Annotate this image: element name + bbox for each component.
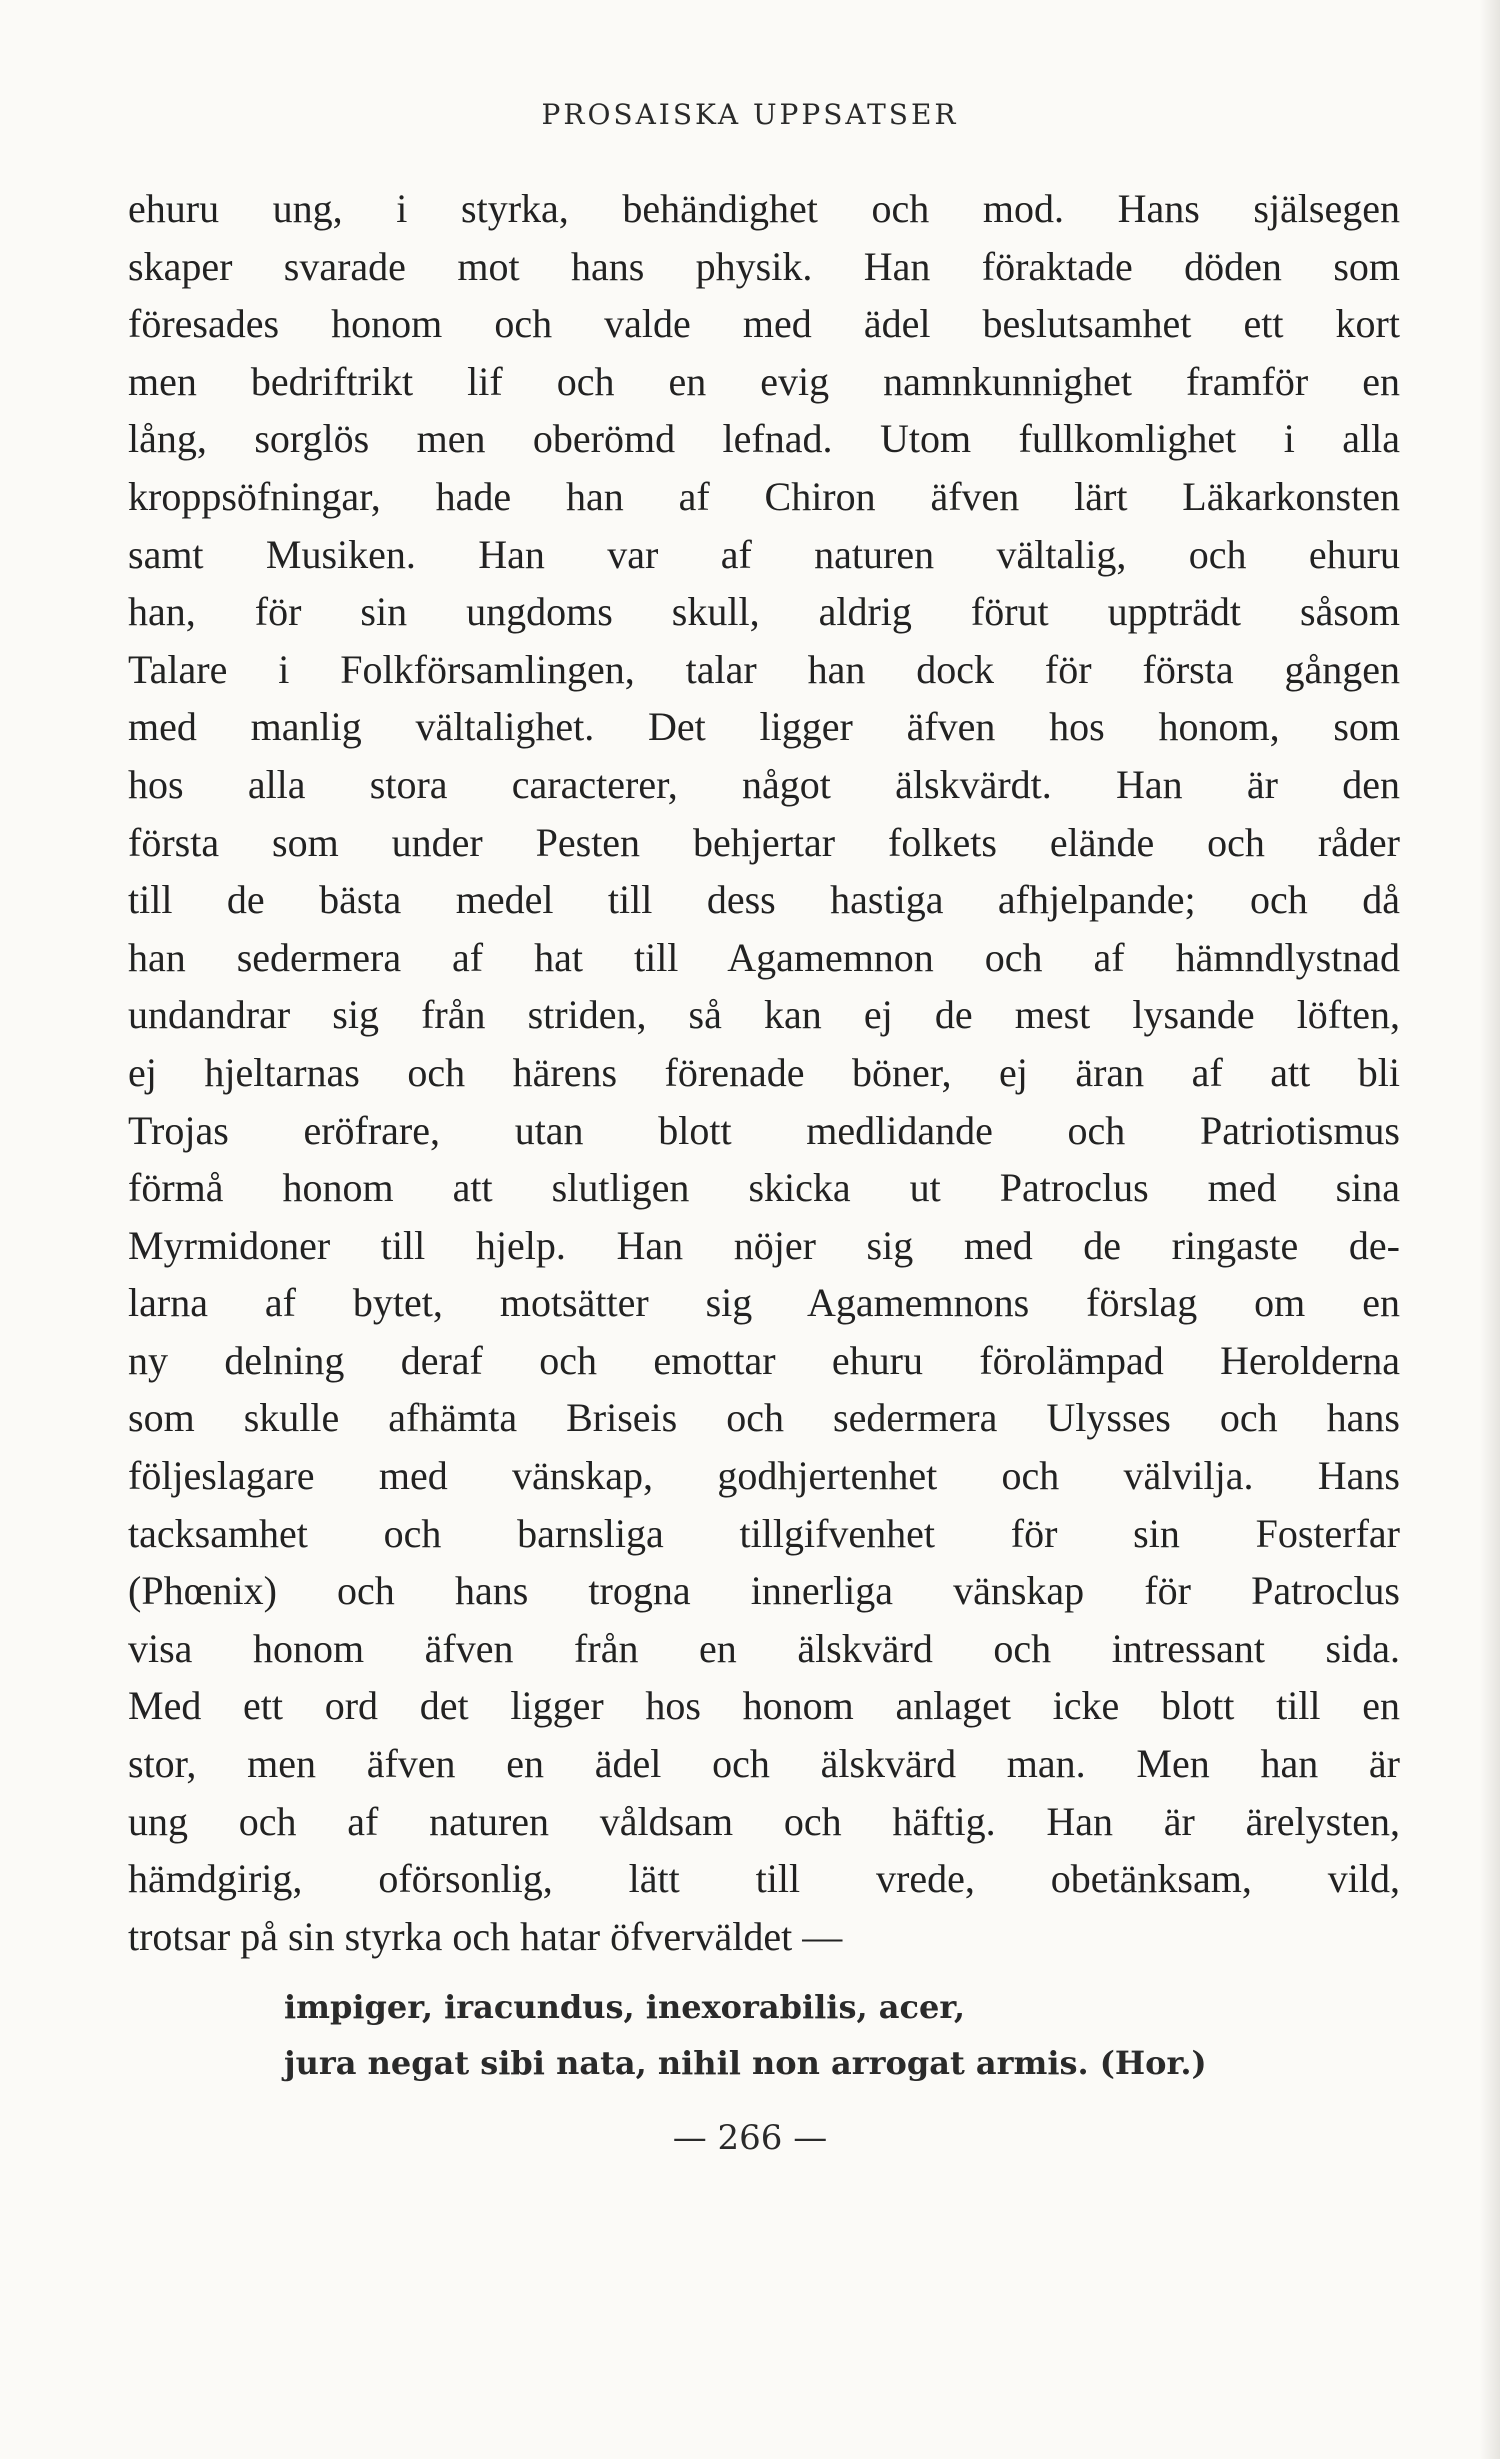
text-line: första som under Pesten behjertar folkets elände och råder (128, 819, 1400, 865)
page-number: — 266 — (672, 2118, 828, 2158)
text-line: Myrmidoner till hjelp. Han nöjer sig med de ringaste de- (128, 1222, 1400, 1268)
text-line: stor, men äfven en ädel och älskvärd man. Men han är (128, 1741, 1400, 1787)
text-line: lång, sorglös men oberömd lefnad. Utom fullkomlighet i alla (128, 416, 1400, 462)
text-line: ej hjeltarnas och härens förenade böner, ej äran af att bli (128, 1049, 1400, 1095)
text-line: tacksamhet och barnsliga tillgifvenhet för sin Fosterfar (128, 1510, 1400, 1556)
text-line: med manlig vältalighet. Det ligger äfven hos honom, som (128, 704, 1400, 750)
text-line: följeslagare med vänskap, godhjertenhet och välvilja. Hans (128, 1453, 1400, 1499)
text-line: ny delning deraf och emottar ehuru förolämpad Herolderna (128, 1337, 1400, 1383)
text-line: förmå honom att slutligen skicka ut Patroclus med sina (128, 1165, 1400, 1211)
running-head: PROSAISKA UPPSATSER (541, 98, 959, 131)
text-line: Med ett ord det ligger hos honom anlaget icke blott till en (128, 1683, 1400, 1729)
text-line: han, för sin ungdoms skull, aldrig förut uppträdt såsom (128, 589, 1400, 635)
text-line: som skulle afhämta Briseis och sedermera Ulysses och hans (128, 1395, 1400, 1441)
text-line: hämdgirig, oförsonlig, lätt till vrede, obetänksam, vild, (128, 1856, 1400, 1902)
text-line: men bedriftrikt lif och en evig namnkunnighet framför en (128, 358, 1400, 404)
text-line: till de bästa medel till dess hastiga afhjelpande; och då (128, 877, 1400, 923)
text-line: kroppsöfningar, hade han af Chiron äfven lärt Läkarkonsten (128, 473, 1400, 519)
text-line: samt Musiken. Han var af naturen vältalig, och ehuru (128, 531, 1400, 577)
text-line: föresades honom och valde med ädel beslutsamhet ett kort (128, 301, 1400, 347)
text-line: visa honom äfven från en älskvärd och intressant sida. (128, 1625, 1400, 1671)
text-line: Talare i Folkförsamlingen, talar han dock för första gången (128, 646, 1400, 692)
text-line: skaper svarade mot hans physik. Han föraktade döden som (128, 243, 1400, 289)
text-line: ung och af naturen våldsam och häftig. Han är ärelysten, (128, 1798, 1400, 1844)
page-edge-shadow (1480, 0, 1500, 2459)
text-line: Trojas eröfrare, utan blott medlidande och Patriotismus (128, 1107, 1400, 1153)
body-text (128, 180, 1400, 1965)
text-line: hos alla stora caracterer, något älskvärdt. Han är den (128, 761, 1400, 807)
text-line: trotsar på sin styrka och hatar öfverväldet — (128, 1913, 843, 1959)
text-line: (Phœnix) och hans trogna innerliga vänskap för Patroclus (128, 1568, 1400, 1614)
text-line: larna af bytet, motsätter sig Agamemnons förslag om en (128, 1280, 1400, 1326)
text-line: han sedermera af hat till Agamemnon och af hämndlystnad (128, 934, 1400, 980)
text-line: undandrar sig från striden, så kan ej de mest lysande löften, (128, 992, 1400, 1038)
text-line: ehuru ung, i styrka, behändighet och mod. Hans själsegen (128, 186, 1400, 231)
latin-quote-line: impiger, iracundus, inexorabilis, acer, (284, 1988, 965, 2026)
latin-quote-line: jura negat sibi nata, nihil non arrogat armis. (Hor.) (284, 2044, 1207, 2082)
